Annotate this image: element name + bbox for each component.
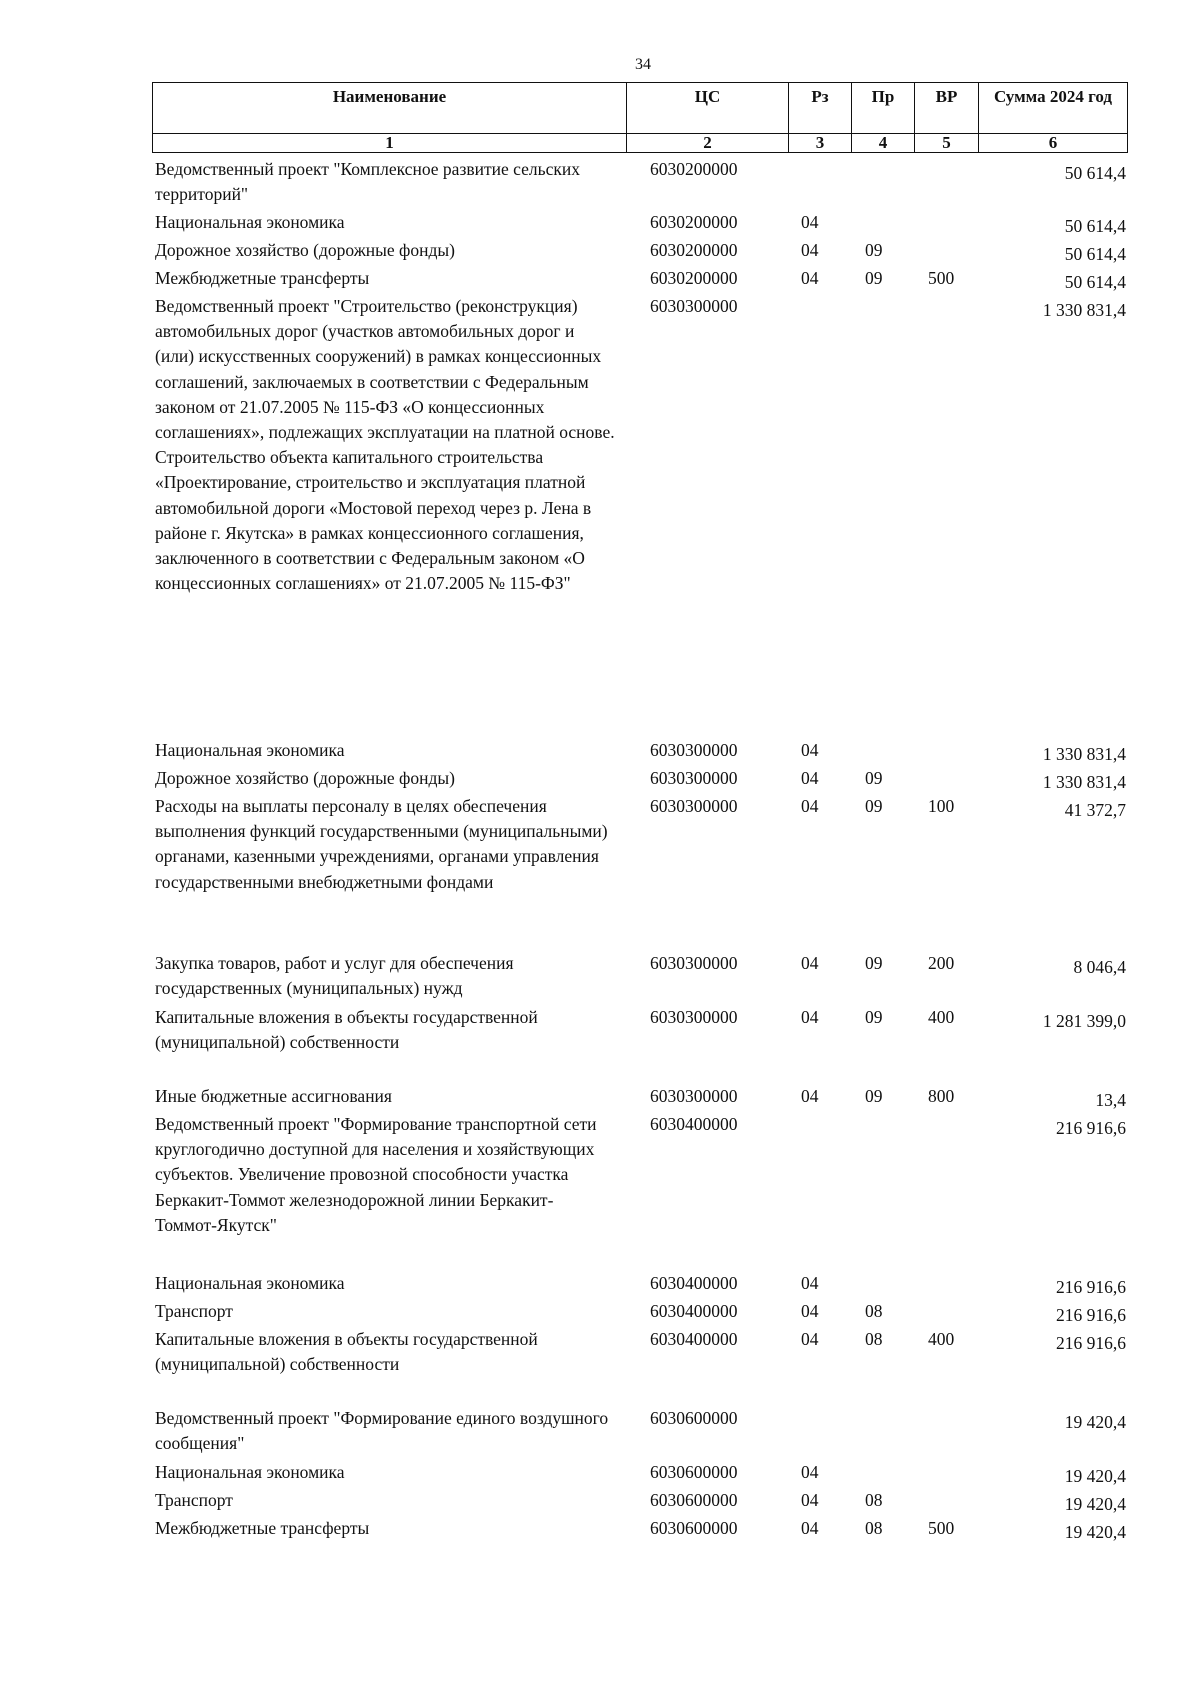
table-header xyxy=(152,82,1128,153)
row-sum: 50 614,4 xyxy=(1064,216,1126,236)
row-cs: 6030300000 xyxy=(650,1086,738,1106)
row-sum: 19 420,4 xyxy=(1064,1412,1126,1432)
column-number: 6 xyxy=(979,134,1128,153)
row-cs: 6030200000 xyxy=(650,240,738,260)
row-vr: 800 xyxy=(928,1086,955,1106)
row-sum: 19 420,4 xyxy=(1064,1466,1126,1486)
row-rz: 04 xyxy=(801,212,819,232)
row-cs: 6030600000 xyxy=(650,1518,738,1538)
row-sum: 216 916,6 xyxy=(1056,1305,1126,1325)
row-rz: 04 xyxy=(801,768,819,788)
row-pr: 08 xyxy=(865,1490,883,1510)
row-pr: 08 xyxy=(865,1301,883,1321)
row-name: Ведомственный проект "Формирование единого воздушного сообщения" xyxy=(155,1408,609,1454)
row-name: Транспорт xyxy=(155,1301,233,1321)
row-rz: 04 xyxy=(801,1490,819,1510)
row-vr: 500 xyxy=(928,268,955,288)
row-cs: 6030400000 xyxy=(650,1273,738,1293)
row-name: Межбюджетные трансферты xyxy=(155,268,370,288)
row-rz: 04 xyxy=(801,1462,819,1482)
row-name: Капитальные вложения в объекты государственной (муниципальной) собственности xyxy=(155,1329,538,1375)
row-cs: 6030300000 xyxy=(650,768,738,788)
row-rz: 04 xyxy=(801,1273,819,1293)
row-rz: 04 xyxy=(801,953,819,973)
row-name: Закупка товаров, работ и услуг для обеспечения государственных (муниципальных) нужд xyxy=(155,953,514,999)
row-name: Транспорт xyxy=(155,1490,233,1510)
header-sum: Сумма 2024 год xyxy=(979,83,1128,134)
row-sum: 50 614,4 xyxy=(1064,244,1126,264)
row-cs: 6030200000 xyxy=(650,159,738,179)
row-sum: 1 330 831,4 xyxy=(1042,772,1126,792)
column-number: 1 xyxy=(153,134,627,153)
row-rz: 04 xyxy=(801,240,819,260)
row-pr: 09 xyxy=(865,796,883,816)
row-cs: 6030300000 xyxy=(650,1007,738,1027)
row-sum: 41 372,7 xyxy=(1064,800,1126,820)
header-vr: ВР xyxy=(915,83,979,134)
page-number: 34 xyxy=(635,56,651,73)
row-vr: 500 xyxy=(928,1518,955,1538)
header-row xyxy=(153,83,1128,134)
row-cs: 6030400000 xyxy=(650,1301,738,1321)
column-number: 4 xyxy=(852,134,915,153)
row-sum: 216 916,6 xyxy=(1056,1333,1126,1353)
row-name: Национальная экономика xyxy=(155,1462,345,1482)
row-pr: 09 xyxy=(865,240,883,260)
row-cs: 6030300000 xyxy=(650,953,738,973)
row-cs: 6030300000 xyxy=(650,796,738,816)
row-name: Ведомственный проект "Формирование транспортной сети круглогодично доступной для населения и хозяйствующих субъектов. Увеличение провозной способности участка Беркакит-Томмот железнодорожной линии Беркакит-Томмот-Якутск" xyxy=(155,1114,597,1235)
column-number: 3 xyxy=(789,134,852,153)
header-pr: Пр xyxy=(852,83,915,134)
row-name: Расходы на выплаты персоналу в целях обеспечения выполнения функций государственными (муниципальными) органами, казенными учреждениями, органами управления государственными внебюджетными фондами xyxy=(155,796,608,892)
column-number-row xyxy=(153,134,1128,153)
row-rz: 04 xyxy=(801,1329,819,1349)
row-name: Ведомственный проект "Комплексное развитие сельских территорий" xyxy=(155,159,580,205)
row-sum: 1 330 831,4 xyxy=(1042,744,1126,764)
header-rz: Рз xyxy=(789,83,852,134)
row-cs: 6030600000 xyxy=(650,1408,738,1428)
row-sum: 13,4 xyxy=(1095,1090,1126,1110)
row-cs: 6030600000 xyxy=(650,1462,738,1482)
row-cs: 6030400000 xyxy=(650,1329,738,1349)
row-cs: 6030300000 xyxy=(650,296,738,316)
row-name: Межбюджетные трансферты xyxy=(155,1518,370,1538)
row-pr: 09 xyxy=(865,1086,883,1106)
row-rz: 04 xyxy=(801,1086,819,1106)
row-name: Иные бюджетные ассигнования xyxy=(155,1086,392,1106)
row-name: Ведомственный проект "Строительство (реконструкция) автомобильных дорог (участков автомобильных дорог и (или) искусственных сооружений) в рамках концессионных соглашений, заключаемых в соответствии с Федеральным законом от 21.07.2005 № 115-ФЗ «О концессионных соглашениях», подлежащих эксплуатации на платной основе. Строительство объекта капитального строительства «Проектирование, строительство и эксплуатация платной автомобильной дороги «Мостовой переход через р. Лена в районе г. Якутска» в рамках концессионного соглашения, заключенного в соответствии с Федеральным законом «О концессионных соглашениях» от 21.07.2005 № 115-ФЗ" xyxy=(155,296,615,594)
header-name: Наименование xyxy=(153,83,627,134)
row-name: Национальная экономика xyxy=(155,212,345,232)
row-name: Дорожное хозяйство (дорожные фонды) xyxy=(155,768,456,788)
row-cs: 6030300000 xyxy=(650,740,738,760)
row-name: Капитальные вложения в объекты государственной (муниципальной) собственности xyxy=(155,1007,538,1053)
row-pr: 08 xyxy=(865,1518,883,1538)
row-vr: 200 xyxy=(928,953,955,973)
row-pr: 08 xyxy=(865,1329,883,1349)
row-rz: 04 xyxy=(801,740,819,760)
row-rz: 04 xyxy=(801,1518,819,1538)
row-rz: 04 xyxy=(801,268,819,288)
row-pr: 09 xyxy=(865,1007,883,1027)
row-cs: 6030600000 xyxy=(650,1490,738,1510)
row-name: Дорожное хозяйство (дорожные фонды) xyxy=(155,240,456,260)
row-vr: 400 xyxy=(928,1007,955,1027)
row-cs: 6030200000 xyxy=(650,268,738,288)
row-sum: 19 420,4 xyxy=(1064,1522,1126,1542)
row-cs: 6030200000 xyxy=(650,212,738,232)
row-sum: 8 046,4 xyxy=(1073,957,1126,977)
row-sum: 19 420,4 xyxy=(1064,1494,1126,1514)
row-name: Национальная экономика xyxy=(155,740,345,760)
row-pr: 09 xyxy=(865,953,883,973)
row-sum: 1 281 399,0 xyxy=(1042,1011,1126,1031)
column-number: 5 xyxy=(915,134,979,153)
row-pr: 09 xyxy=(865,768,883,788)
column-number: 2 xyxy=(627,134,789,153)
header-cs: ЦС xyxy=(627,83,789,134)
row-sum: 1 330 831,4 xyxy=(1042,300,1126,320)
row-vr: 400 xyxy=(928,1329,955,1349)
row-rz: 04 xyxy=(801,1007,819,1027)
row-cs: 6030400000 xyxy=(650,1114,738,1134)
row-vr: 100 xyxy=(928,796,955,816)
row-sum: 50 614,4 xyxy=(1064,163,1126,183)
row-rz: 04 xyxy=(801,796,819,816)
row-pr: 09 xyxy=(865,268,883,288)
row-sum: 50 614,4 xyxy=(1064,272,1126,292)
row-rz: 04 xyxy=(801,1301,819,1321)
row-name: Национальная экономика xyxy=(155,1273,345,1293)
row-sum: 216 916,6 xyxy=(1056,1277,1126,1297)
row-sum: 216 916,6 xyxy=(1056,1118,1126,1138)
